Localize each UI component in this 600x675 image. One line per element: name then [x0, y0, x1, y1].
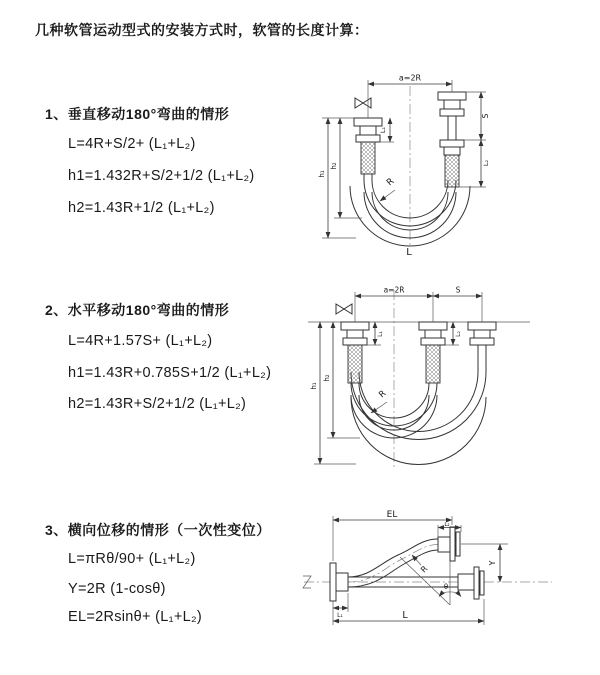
dimension-h2 [330, 118, 362, 218]
valve-icon [355, 98, 371, 108]
dim-label-h2: h₂ [323, 374, 331, 382]
dimension-a2r [355, 286, 482, 323]
diagram-horizontal-180-bend [298, 282, 590, 477]
dim-label-l1: L₁ [379, 126, 387, 134]
dim-label-a2r: a=2R [383, 285, 405, 295]
dim-label-theta: θ [443, 583, 449, 591]
upper-flange [438, 527, 460, 561]
diagram-lateral-displacement [300, 505, 600, 637]
dim-label-l1: L₁ [377, 331, 384, 337]
section-2-heading: 2、水平移动180°弯曲的情形 [45, 302, 230, 318]
dim-label-l: L [406, 247, 412, 258]
section-3-formula-el: EL=2Rsinθ+ (L₁+L₂) [68, 609, 203, 625]
dim-label-l2: L₂ [482, 159, 490, 167]
left-fitting [354, 118, 382, 174]
right-flange [458, 567, 484, 599]
dimension-h1 [318, 118, 356, 238]
left-fitting [341, 322, 369, 383]
dimension-s [464, 92, 490, 140]
dim-label-el: EL [386, 510, 398, 520]
section-3-formula-y: Y=2R (1-cosθ) [68, 581, 166, 597]
dim-label-l1: L₁ [337, 612, 343, 619]
section-2-formula-h2: h2=1.43R+S/2+1/2 (L₁+L₂) [68, 396, 247, 412]
dim-label-s: S [481, 113, 490, 119]
section-1-heading: 1、垂直移动180°弯曲的情形 [45, 106, 230, 122]
diagram-vertical-180-bend [300, 70, 585, 260]
dim-label-a2r: a=2R [398, 73, 422, 83]
dim-label-s: S [455, 285, 461, 295]
dim-label-h1: h₁ [318, 170, 326, 178]
braid-section [445, 155, 459, 187]
braid-section [348, 345, 362, 383]
middle-fitting [419, 322, 447, 383]
page-title: 几种软管运动型式的安装方式时，软管的长度计算： [35, 22, 369, 38]
dim-label-r: R [377, 388, 389, 401]
left-flange [330, 563, 348, 601]
dimension-s [433, 286, 482, 297]
dim-label-l2: L₂ [455, 331, 462, 337]
dim-label-l: L [402, 610, 408, 621]
dim-label-y: Y [488, 560, 497, 566]
dim-label-h1: h₁ [310, 382, 318, 390]
dimension-l2 [445, 322, 462, 345]
dim-label-h2: h₂ [330, 162, 338, 170]
dimension-el [333, 510, 452, 561]
section-2-formula-l: L=4R+1.57S+ (L₁+L₂) [68, 333, 213, 349]
section-1-formula-l: L=4R+S/2+ (L₁+L₂) [68, 136, 196, 152]
section-3-formula-l: L=πRθ/90+ (L₁+L₂) [68, 551, 196, 567]
curved-hose [348, 539, 438, 587]
radius-leader [380, 177, 396, 201]
section-1-formula-h1: h1=1.432R+S/2+1/2 (L₁+L₂) [68, 168, 255, 184]
right-fitting [468, 322, 496, 345]
right-fitting [438, 92, 466, 187]
section-1-formula-h2: h2=1.43R+1/2 (L₁+L₂) [68, 200, 215, 216]
braid-section [426, 345, 440, 383]
angle-construction [400, 557, 461, 605]
section-2-formula-h1: h1=1.43R+0.785S+1/2 (L₁+L₂) [68, 365, 272, 381]
dim-label-l2: L₂ [444, 522, 450, 528]
dimension-l [333, 599, 484, 625]
valve-icon [336, 304, 352, 314]
section-3-heading: 3、横向位移的情形（一次性变位） [45, 522, 271, 538]
dim-label-r: R [385, 176, 397, 189]
radius-leader [371, 389, 388, 413]
hose-bend [351, 345, 486, 465]
dim-label-r: R [419, 564, 430, 575]
braid-section [361, 142, 375, 174]
dimension-l1 [367, 322, 384, 345]
